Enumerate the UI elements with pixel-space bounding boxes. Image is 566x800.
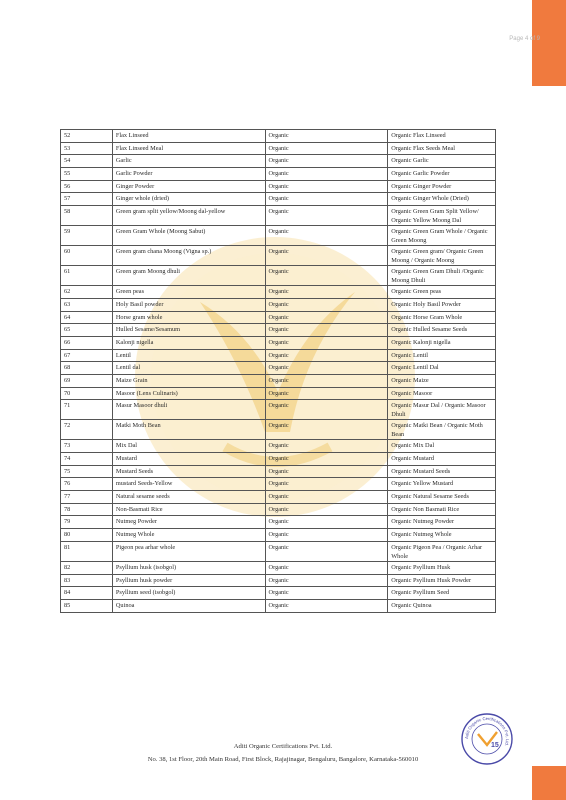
product-name: Mix Dal [112,440,265,453]
row-number: 71 [61,400,113,420]
table-row [61,587,496,600]
product-name: Psyllium husk powder [112,574,265,587]
product-type: Organic [265,587,388,600]
product-type: Organic [265,155,388,168]
row-number: 58 [61,206,113,226]
table-row [61,298,496,311]
row-number: 74 [61,453,113,466]
product-name: mustard Seeds-Yellow [112,478,265,491]
row-number: 63 [61,298,113,311]
product-type: Organic [265,400,388,420]
product-label: Organic Psyllium Husk Powder [388,574,496,587]
row-number: 77 [61,491,113,504]
product-name: Flax Linseed [112,130,265,143]
table-row [61,478,496,491]
accent-bar-top [532,0,566,86]
row-number: 64 [61,311,113,324]
table-row [61,311,496,324]
product-table [60,129,496,613]
product-label: Organic Mix Dal [388,440,496,453]
product-type: Organic [265,599,388,612]
table-row [61,491,496,504]
product-type: Organic [265,465,388,478]
row-number: 69 [61,374,113,387]
row-number: 70 [61,387,113,400]
row-number: 67 [61,349,113,362]
product-type: Organic [265,349,388,362]
table-row [61,561,496,574]
product-type: Organic [265,453,388,466]
product-type: Organic [265,561,388,574]
product-type: Organic [265,226,388,246]
product-type: Organic [265,374,388,387]
product-label: Organic Horse Gram Whole [388,311,496,324]
product-name: Green gram Moong dhuli [112,266,265,286]
row-number: 75 [61,465,113,478]
row-number: 54 [61,155,113,168]
product-label: Organic Green Gram Dhuli /Organic Moong Dhuli [388,266,496,286]
row-number: 61 [61,266,113,286]
product-label: Organic Mustard Seeds [388,465,496,478]
product-name: Non-Basmati Rice [112,503,265,516]
product-label: Organic Hulled Sesame Seeds [388,324,496,337]
product-type: Organic [265,206,388,226]
row-number: 76 [61,478,113,491]
product-name: Green Gram Whole (Moong Sabut) [112,226,265,246]
product-name: Pigeon pea arhar whole [112,541,265,561]
product-type: Organic [265,336,388,349]
row-number: 72 [61,420,113,440]
table-row [61,420,496,440]
product-name: Natural sesame seeds [112,491,265,504]
row-number: 85 [61,599,113,612]
row-number: 68 [61,362,113,375]
row-number: 62 [61,286,113,299]
product-name: Ginger whole (dried) [112,193,265,206]
product-label: Organic Nutmeg Whole [388,529,496,542]
product-name: Holy Basil powder [112,298,265,311]
product-label: Organic Garlic [388,155,496,168]
table-row [61,266,496,286]
table-row [61,349,496,362]
product-label: Organic Psyllium Husk [388,561,496,574]
product-name: Ginger Powder [112,180,265,193]
product-label: Organic Mustard [388,453,496,466]
product-name: Matki Moth Bean [112,420,265,440]
product-name: Nutmeg Powder [112,516,265,529]
row-number: 66 [61,336,113,349]
product-label: Organic Maize [388,374,496,387]
table-row [61,453,496,466]
product-label: Organic Lentil [388,349,496,362]
product-name: Green peas [112,286,265,299]
table-row [61,246,496,266]
product-type: Organic [265,362,388,375]
product-type: Organic [265,311,388,324]
table-row [61,574,496,587]
product-type: Organic [265,529,388,542]
product-name: Lentil dal [112,362,265,375]
table-row [61,130,496,143]
row-number: 81 [61,541,113,561]
product-label: Organic Ginger Powder [388,180,496,193]
product-name: Psyllium seed (isobgol) [112,587,265,600]
product-type: Organic [265,516,388,529]
row-number: 57 [61,193,113,206]
table-row [61,400,496,420]
product-label: Organic Psyllium Seed [388,587,496,600]
product-label: Organic Matki Bean / Organic Moth Bean [388,420,496,440]
product-label: Organic Green peas [388,286,496,299]
seal-center-text: 15 [491,742,499,749]
product-name: Garlic [112,155,265,168]
table-row [61,465,496,478]
product-type: Organic [265,286,388,299]
product-type: Organic [265,503,388,516]
page-number: Page 4 of 9 [509,36,540,42]
table-row [61,226,496,246]
product-type: Organic [265,420,388,440]
seal-ring-text: Aditi Organic Certifications Pvt. Ltd. [463,715,511,748]
product-name: Quinoa [112,599,265,612]
product-name: Maize Grain [112,374,265,387]
product-name: Kalonji nigella [112,336,265,349]
row-number: 53 [61,142,113,155]
row-number: 83 [61,574,113,587]
footer-address: No. 38, 1st Floor, 20th Main Road, First Block, Rajajinagar, Bengaluru, Bangalore, Karnataka-560010 [147,756,419,763]
product-label: Organic Green gram/ Organic Green Moong / Organic Moong [388,246,496,266]
table-row [61,503,496,516]
product-label: Organic Flax Seeds Meal [388,142,496,155]
accent-bar-bottom [532,766,566,800]
product-label: Organic Masoor [388,387,496,400]
table-row [61,529,496,542]
product-name: Garlic Powder [112,168,265,181]
product-type: Organic [265,193,388,206]
certification-seal-icon [460,712,514,766]
footer-company: Aditi Organic Certifications Pvt. Ltd. [233,743,333,750]
product-label: Organic Garlic Powder [388,168,496,181]
product-label: Organic Quinoa [388,599,496,612]
table-row [61,324,496,337]
row-number: 59 [61,226,113,246]
product-type: Organic [265,440,388,453]
product-label: Organic Lentil Dal [388,362,496,375]
table-row [61,440,496,453]
product-type: Organic [265,324,388,337]
table-row [61,142,496,155]
table-row [61,193,496,206]
product-type: Organic [265,246,388,266]
product-label: Organic Holy Basil Powder [388,298,496,311]
product-name: Masur Masoor dhuli [112,400,265,420]
table-row [61,362,496,375]
table-row [61,374,496,387]
product-type: Organic [265,130,388,143]
row-number: 52 [61,130,113,143]
product-label: Organic Yellow Mustard [388,478,496,491]
product-name: Lentil [112,349,265,362]
row-number: 79 [61,516,113,529]
product-type: Organic [265,541,388,561]
table-row [61,206,496,226]
product-label: Organic Masur Dal / Organic Masoor Dhuli [388,400,496,420]
product-type: Organic [265,180,388,193]
product-name: Psyllium husk (isobgol) [112,561,265,574]
product-name: Mustard Seeds [112,465,265,478]
row-number: 82 [61,561,113,574]
product-name: Mustard [112,453,265,466]
table-row [61,516,496,529]
table-row [61,286,496,299]
product-name: Flax Linseed Meal [112,142,265,155]
row-number: 60 [61,246,113,266]
product-label: Organic Pigeon Pea / Organic Arhar Whole [388,541,496,561]
product-type: Organic [265,142,388,155]
product-type: Organic [265,298,388,311]
row-number: 56 [61,180,113,193]
product-name: Nutmeg Whole [112,529,265,542]
product-type: Organic [265,387,388,400]
product-name: Green gram chana Moong (Vigna sp.) [112,246,265,266]
product-label: Organic Green Gram Whole / Organic Green Moong [388,226,496,246]
table-row [61,387,496,400]
product-name: Hulled Sesame/Sesamum [112,324,265,337]
product-label: Organic Non Basmati Rice [388,503,496,516]
product-label: Organic Flax Linseed [388,130,496,143]
table-row [61,541,496,561]
product-label: Organic Kalonji nigella [388,336,496,349]
product-type: Organic [265,266,388,286]
row-number: 78 [61,503,113,516]
row-number: 65 [61,324,113,337]
row-number: 84 [61,587,113,600]
row-number: 73 [61,440,113,453]
product-name: Masoor (Lens Culinaris) [112,387,265,400]
product-type: Organic [265,491,388,504]
product-type: Organic [265,168,388,181]
row-number: 55 [61,168,113,181]
row-number: 80 [61,529,113,542]
product-type: Organic [265,478,388,491]
product-label: Organic Ginger Whole (Dried) [388,193,496,206]
table-row [61,599,496,612]
product-label: Organic Natural Sesame Seeds [388,491,496,504]
table-row [61,336,496,349]
product-label: Organic Nutmeg Powder [388,516,496,529]
product-type: Organic [265,574,388,587]
product-name: Horse gram whole [112,311,265,324]
table-row [61,180,496,193]
table-row [61,155,496,168]
table-row [61,168,496,181]
product-name: Green gram split yellow/Moong dal-yellow [112,206,265,226]
product-label: Organic Green Gram Split Yellow/ Organic Yellow Moong Dal [388,206,496,226]
